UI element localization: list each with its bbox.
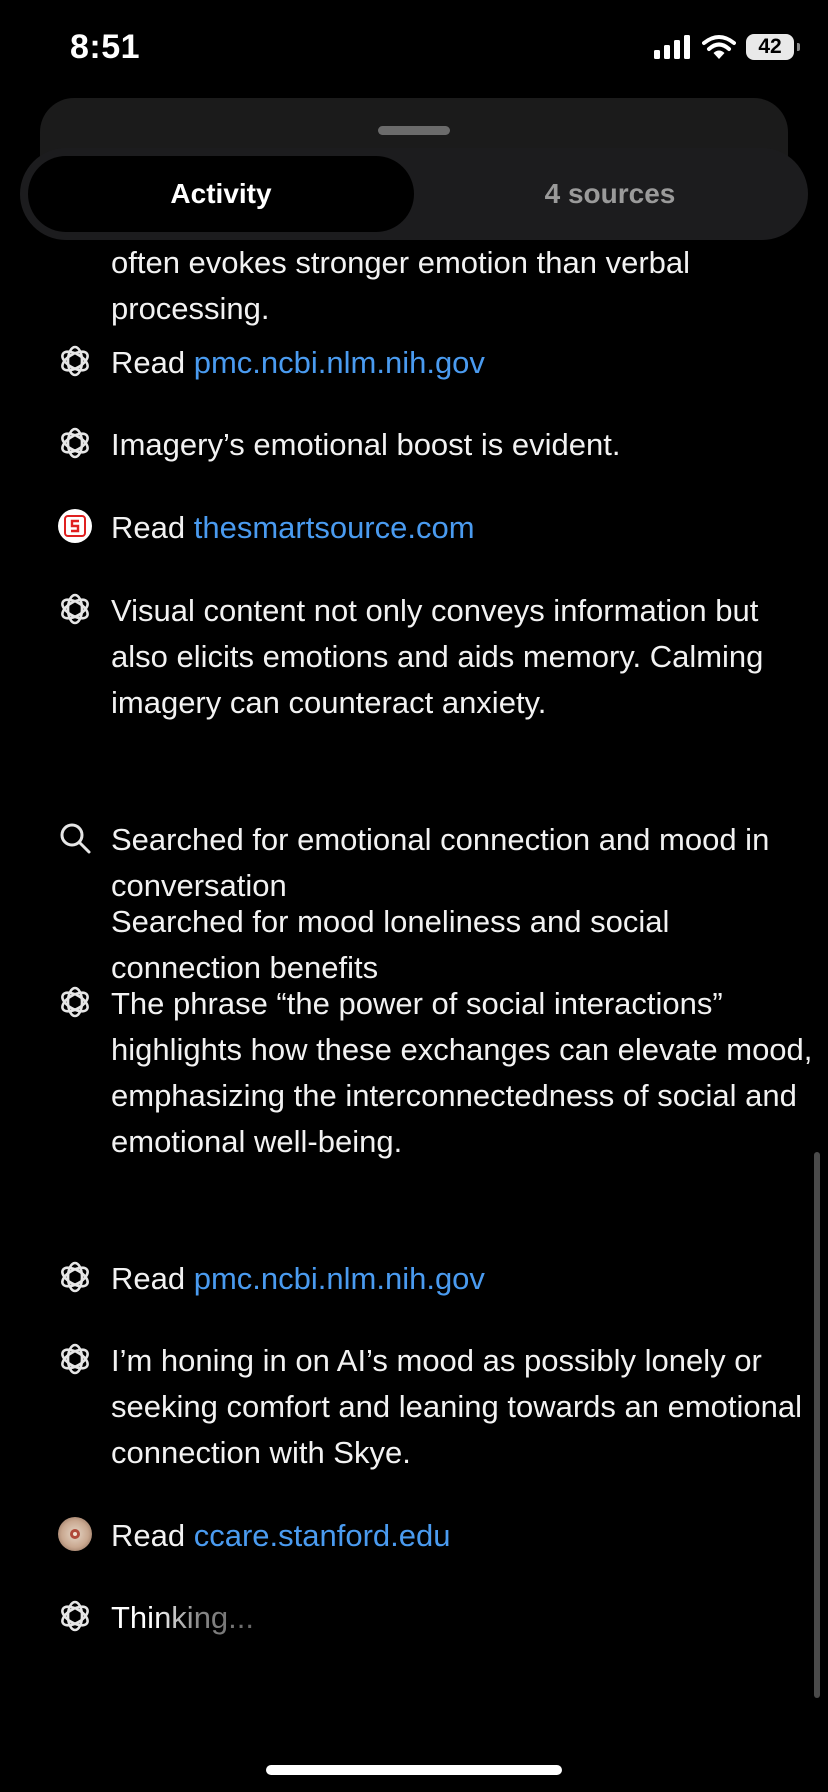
activity-text: Searched for emotional connection and mood in conversation [111, 822, 770, 903]
read-label: Read [111, 510, 186, 545]
tab-activity[interactable] [28, 156, 414, 232]
activity-text: Visual content not only conveys information but also elicits emotions and aids memory. Calming imagery can counteract anxiety. [111, 593, 764, 720]
battery-icon [746, 34, 794, 60]
activity-text [111, 340, 821, 386]
thesmartsource-favicon [58, 509, 92, 543]
activity-text [111, 1256, 821, 1302]
sheet-grabber[interactable] [378, 126, 450, 135]
stanford-favicon [58, 1517, 92, 1551]
activity-text: often evokes stronger emotion than verbal processing. [111, 245, 691, 326]
openai-icon [58, 426, 92, 460]
status-bar [0, 0, 828, 100]
wifi-icon [702, 34, 736, 60]
openai-icon [58, 985, 92, 1019]
activity-list[interactable] [0, 240, 828, 1700]
activity-text [111, 1595, 821, 1641]
openai-icon [58, 1599, 92, 1633]
source-link[interactable]: thesmartsource.com [193, 510, 475, 545]
source-link[interactable]: pmc.ncbi.nlm.nih.gov [193, 345, 485, 380]
tab-bar [20, 148, 808, 240]
tab-activity-label: Activity [170, 178, 272, 209]
activity-text [111, 1513, 821, 1559]
activity-text: The phrase “the power of social interactions” highlights how these exchanges can elevate mood, emphasizing the interconnectedness of social and emotional well-being. [111, 986, 813, 1159]
source-link[interactable]: ccare.stanford.edu [193, 1518, 451, 1553]
tab-sources[interactable] [420, 156, 800, 232]
read-label: Read [111, 345, 186, 380]
scrollbar[interactable] [814, 1152, 820, 1698]
status-time: 8:51 [70, 28, 141, 66]
home-indicator[interactable] [266, 1765, 562, 1775]
thinking-status: Thinking... [111, 1600, 255, 1635]
openai-icon [58, 1342, 92, 1376]
openai-icon [58, 592, 92, 626]
activity-text: Searched for mood loneliness and social connection benefits [111, 904, 670, 985]
activity-text [111, 505, 821, 551]
activity-text: Imagery’s emotional boost is evident. [111, 427, 621, 462]
status-icons [654, 34, 794, 60]
search-icon [58, 821, 92, 855]
cellular-signal-icon [654, 35, 692, 59]
openai-icon [58, 344, 92, 378]
activity-text: I’m honing in on AI’s mood as possibly lonely or seeking comfort and leaning towards an emotional connection with Skye. [111, 1343, 803, 1470]
openai-icon [58, 1260, 92, 1294]
tab-sources-label: 4 sources [544, 178, 676, 209]
source-link[interactable]: pmc.ncbi.nlm.nih.gov [193, 1261, 485, 1296]
read-label: Read [111, 1261, 186, 1296]
battery-level: 42 [758, 35, 782, 58]
read-label: Read [111, 1518, 186, 1553]
